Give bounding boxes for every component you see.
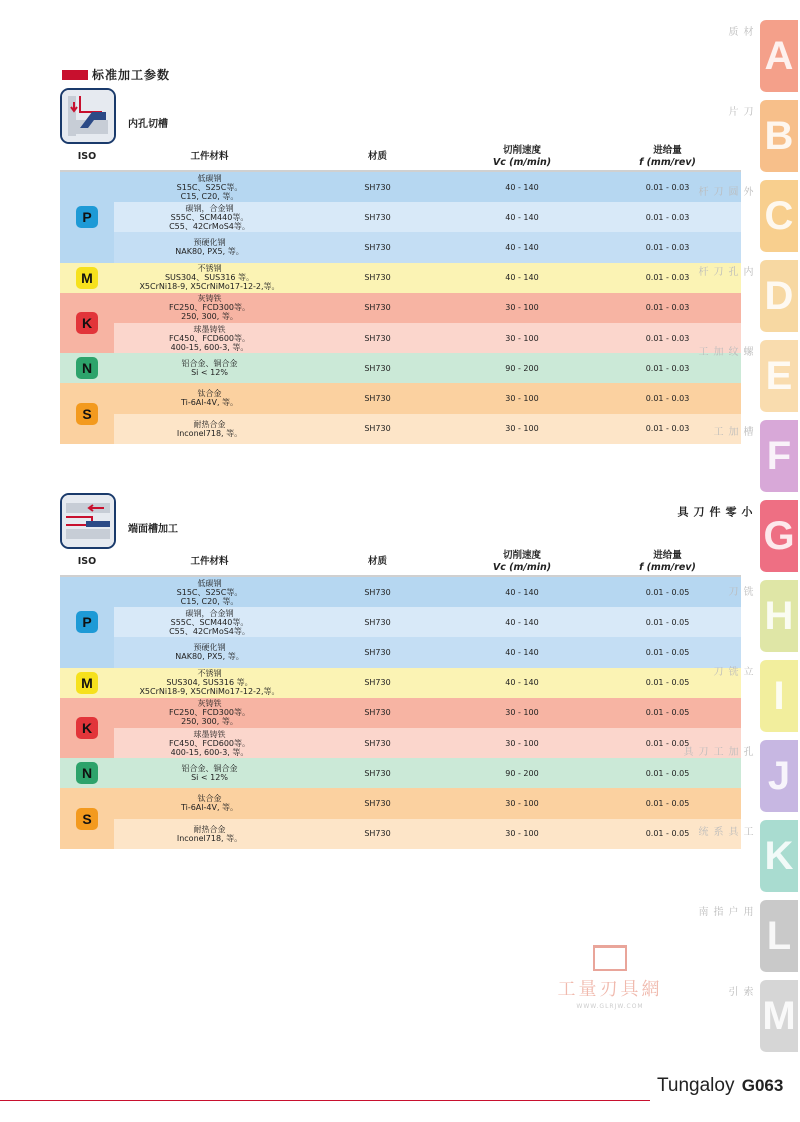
- table-row: [114, 202, 741, 232]
- material-cell: 钛合金 Ti-6Al-4V, 等。: [180, 794, 239, 813]
- cutting-speed-cell: 40 - 140: [505, 273, 539, 283]
- feed-cell: 0.01 - 0.03: [645, 424, 690, 434]
- cutting-speed-cell: 40 - 140: [505, 647, 539, 657]
- chapter-tab-label: 索引: [726, 986, 752, 997]
- header-material: 工件材料: [190, 151, 229, 162]
- chapter-tab-d[interactable]: D: [760, 260, 798, 332]
- chapter-tab-label: 外圆刀杆: [696, 186, 752, 197]
- header-iso: ISO: [77, 151, 97, 162]
- chapter-tab-i[interactable]: I: [760, 660, 798, 732]
- iso-column: [60, 172, 114, 444]
- chapter-tab-label: 刀片: [726, 106, 752, 117]
- material-cell: 低碳钢 S15C、S25C等。 C15, C20, 等。: [176, 578, 243, 606]
- grade-cell: SH730: [364, 708, 391, 718]
- grade-cell: SH730: [364, 617, 391, 627]
- cutting-speed-cell: 30 - 100: [505, 333, 539, 343]
- grade-cell: SH730: [364, 303, 391, 313]
- feed-cell: 0.01 - 0.05: [645, 738, 690, 748]
- header-material: 工件材料: [190, 556, 229, 567]
- data-column: [114, 172, 741, 444]
- feed-cell: 0.01 - 0.05: [645, 587, 690, 597]
- iso-badge-s: S: [76, 808, 98, 830]
- material-cell: 低碳钢 S15C、S25C等。 C15, C20, 等。: [176, 173, 243, 201]
- iso-badge-p: P: [76, 206, 98, 228]
- cutting-speed-cell: 30 - 100: [505, 829, 539, 839]
- grade-cell: SH730: [364, 647, 391, 657]
- iso-badge-m: M: [76, 267, 98, 289]
- chapter-tab-b[interactable]: B: [760, 100, 798, 172]
- chapter-tab-label: 槽加工: [711, 426, 752, 437]
- cutting-speed-cell: 30 - 100: [505, 303, 539, 313]
- operation-row: [60, 491, 741, 549]
- cutting-speed-cell: 40 - 140: [505, 587, 539, 597]
- material-cell: 灰铸铁 FC250、FCD300等。 250, 300, 等。: [168, 699, 251, 727]
- chapter-tab-g[interactable]: G: [760, 500, 798, 572]
- parameter-table: [60, 170, 741, 444]
- chapter-tab-m[interactable]: M: [760, 980, 798, 1052]
- iso-badge-k: K: [76, 717, 98, 739]
- iso-group-n: [60, 758, 114, 788]
- feed-cell: 0.01 - 0.05: [645, 617, 690, 627]
- table-row: [114, 323, 741, 353]
- table-row: [114, 788, 741, 818]
- internal-grooving-block: [60, 86, 741, 444]
- page-number: G063: [741, 1076, 784, 1095]
- header-iso: ISO: [77, 556, 97, 567]
- material-cell: 灰铸铁 FC250、FCD300等。 250, 300, 等。: [168, 294, 251, 322]
- column-headers: [60, 549, 741, 575]
- grade-cell: SH730: [364, 798, 391, 808]
- iso-badge-n: N: [76, 357, 98, 379]
- header-vc-unit: Vc (m/min): [492, 157, 552, 168]
- iso-badge-m: M: [76, 672, 98, 694]
- iso-group-s: [60, 383, 114, 443]
- cutting-speed-cell: 40 - 140: [505, 182, 539, 192]
- material-cell: 球墨铸铁 FC450、FCD600等。 400-15, 600-3, 等。: [168, 324, 251, 352]
- table-row: [114, 698, 741, 728]
- cutting-speed-cell: 40 - 140: [505, 678, 539, 688]
- material-cell: 碳钢，合金钢 S55C、SCM440等。 C55、42CrMoS4等。: [169, 203, 250, 231]
- material-cell: 碳钢，合金钢 S55C、SCM440等。 C55、42CrMoS4等。: [169, 608, 250, 636]
- chapter-tab-label: 螺纹加工: [696, 346, 752, 357]
- material-cell: 预硬化钢 NAK80, PX5, 等。: [175, 643, 244, 662]
- chapter-tab-label: 铣刀: [726, 586, 752, 597]
- header-f-label: 进给量: [653, 550, 682, 561]
- table-row: [114, 637, 741, 667]
- watermark: [540, 945, 680, 1010]
- header-cutting-speed: [450, 550, 594, 574]
- table-row: [114, 819, 741, 849]
- chapter-tab-label: 立铣刀: [711, 666, 752, 677]
- feed-cell: 0.01 - 0.03: [645, 212, 690, 222]
- cutting-speed-cell: 30 - 100: [505, 738, 539, 748]
- footer: [657, 1075, 783, 1097]
- feed-cell: 0.01 - 0.03: [645, 363, 690, 373]
- table-row: [114, 172, 741, 202]
- column-headers: [60, 144, 741, 170]
- iso-badge-k: K: [76, 312, 98, 334]
- chapter-tab-e[interactable]: E: [760, 340, 798, 412]
- chapter-tab-label: 材质: [726, 26, 752, 37]
- iso-group-m: [60, 263, 114, 293]
- cutting-speed-cell: 40 - 140: [505, 212, 539, 222]
- chapter-tab-f[interactable]: F: [760, 420, 798, 492]
- grade-cell: SH730: [364, 363, 391, 373]
- grade-cell: SH730: [364, 678, 391, 688]
- cutting-speed-cell: 30 - 100: [505, 798, 539, 808]
- table-row: [114, 607, 741, 637]
- table-row: [114, 414, 741, 444]
- cutting-speed-cell: 40 - 140: [505, 617, 539, 627]
- section-title: 标准加工参数: [92, 68, 171, 82]
- iso-group-s: [60, 788, 114, 848]
- header-vc-label: 切削速度: [502, 145, 541, 156]
- iso-badge-n: N: [76, 762, 98, 784]
- cutting-speed-cell: 30 - 100: [505, 393, 539, 403]
- material-cell: 不锈钢 SUS304, SUS316 等。 X5CrNi18-9, X5CrNiMo17-12-2,等。: [139, 669, 280, 697]
- feed-cell: 0.01 - 0.03: [645, 182, 690, 192]
- chapter-tab-label: 用户指南: [696, 906, 752, 917]
- header-cutting-speed: [450, 145, 594, 169]
- chapter-tab-a[interactable]: A: [760, 20, 798, 92]
- feed-cell: 0.01 - 0.05: [645, 798, 690, 808]
- material-cell: 耐热合金 Inconel718, 等。: [176, 419, 243, 438]
- chapter-tab-c[interactable]: C: [760, 180, 798, 252]
- feed-cell: 0.01 - 0.03: [645, 303, 690, 313]
- iso-group-m: [60, 668, 114, 698]
- footer-brand: Tungaloy: [657, 1075, 735, 1096]
- feed-cell: 0.01 - 0.05: [645, 678, 690, 688]
- feed-cell: 0.01 - 0.03: [645, 242, 690, 252]
- face-grooving-block: [60, 491, 741, 849]
- material-cell: 球墨铸铁 FC450、FCD600等。 400-15, 600-3, 等。: [168, 729, 251, 757]
- table-row: [114, 263, 741, 293]
- material-cell: 不锈钢 SUS304、SUS316 等。 X5CrNi18-9, X5CrNiMo17-12-2,等。: [139, 264, 280, 292]
- cutting-speed-cell: 30 - 100: [505, 424, 539, 434]
- iso-group-n: [60, 353, 114, 383]
- cutting-speed-cell: 40 - 140: [505, 242, 539, 252]
- watermark-text: 工量刃具網: [557, 979, 663, 1000]
- material-cell: 钛合金 Ti-6Al-4V, 等。: [180, 389, 239, 408]
- grade-cell: SH730: [364, 182, 391, 192]
- material-cell: 铝合金、铜合金 Si < 12%: [181, 359, 238, 378]
- grade-cell: SH730: [364, 212, 391, 222]
- feed-cell: 0.01 - 0.05: [645, 829, 690, 839]
- grade-cell: SH730: [364, 333, 391, 343]
- grade-cell: SH730: [364, 424, 391, 434]
- grade-cell: SH730: [364, 768, 391, 778]
- internal-grooving-icon: [60, 88, 116, 144]
- chapter-tab-l[interactable]: L: [760, 900, 798, 972]
- header-f-unit: f (mm/rev): [639, 562, 696, 573]
- iso-group-p: [60, 172, 114, 263]
- watermark-url: WWW.GLRJW.COM: [576, 1003, 644, 1010]
- section-marker: [62, 70, 88, 80]
- table-row: [114, 293, 741, 323]
- material-cell: 耐热合金 Inconel718, 等。: [176, 824, 243, 843]
- grade-cell: SH730: [364, 242, 391, 252]
- table-row: [114, 383, 741, 413]
- header-feed: [594, 550, 741, 574]
- header-grade: 材质: [367, 151, 387, 162]
- chapter-tab-h[interactable]: H: [760, 580, 798, 652]
- header-grade: 材质: [367, 556, 387, 567]
- table-row: [114, 577, 741, 607]
- feed-cell: 0.01 - 0.05: [645, 768, 690, 778]
- cutting-speed-cell: 90 - 200: [505, 768, 539, 778]
- iso-badge-s: S: [76, 403, 98, 425]
- header-vc-unit: Vc (m/min): [492, 562, 552, 573]
- watermark-logo-icon: [593, 945, 627, 971]
- iso-column: [60, 577, 114, 849]
- chapter-tab-label: 工具系统: [696, 826, 752, 837]
- feed-cell: 0.01 - 0.03: [645, 393, 690, 403]
- feed-cell: 0.01 - 0.03: [645, 273, 690, 283]
- operation-row: [60, 86, 741, 144]
- cutting-speed-cell: 90 - 200: [505, 363, 539, 373]
- cutting-speed-cell: 30 - 100: [505, 708, 539, 718]
- footer-rule: [0, 1100, 650, 1101]
- grade-cell: SH730: [364, 393, 391, 403]
- header-f-label: 进给量: [653, 145, 682, 156]
- feed-cell: 0.01 - 0.05: [645, 647, 690, 657]
- grade-cell: SH730: [364, 273, 391, 283]
- material-cell: 预硬化钢 NAK80, PX5, 等。: [175, 238, 244, 257]
- header-vc-label: 切削速度: [502, 550, 541, 561]
- section-header: [62, 66, 170, 83]
- grade-cell: SH730: [364, 587, 391, 597]
- iso-badge-p: P: [76, 611, 98, 633]
- chapter-tab-label: 内孔刀杆: [696, 266, 752, 277]
- chapter-tab-label: 孔加工刀具: [681, 746, 752, 757]
- iso-group-k: [60, 698, 114, 758]
- chapter-tab-k[interactable]: K: [760, 820, 798, 892]
- operation-name: 内孔切槽: [128, 119, 168, 130]
- header-f-unit: f (mm/rev): [639, 157, 696, 168]
- grade-cell: SH730: [364, 829, 391, 839]
- material-cell: 铝合金、铜合金 Si < 12%: [181, 764, 238, 783]
- header-feed: [594, 145, 741, 169]
- table-row: [114, 728, 741, 758]
- chapter-tab-label: 小零件刀具: [676, 506, 753, 518]
- chapter-tab-j[interactable]: J: [760, 740, 798, 812]
- iso-group-k: [60, 293, 114, 353]
- table-row: [114, 232, 741, 262]
- face-grooving-icon: [60, 493, 116, 549]
- feed-cell: 0.01 - 0.05: [645, 708, 690, 718]
- parameter-table: [60, 575, 741, 849]
- feed-cell: 0.01 - 0.03: [645, 333, 690, 343]
- data-column: [114, 577, 741, 849]
- iso-group-p: [60, 577, 114, 668]
- grade-cell: SH730: [364, 738, 391, 748]
- table-row: [114, 668, 741, 698]
- operation-name: 端面槽加工: [128, 524, 178, 535]
- table-row: [114, 758, 741, 788]
- table-row: [114, 353, 741, 383]
